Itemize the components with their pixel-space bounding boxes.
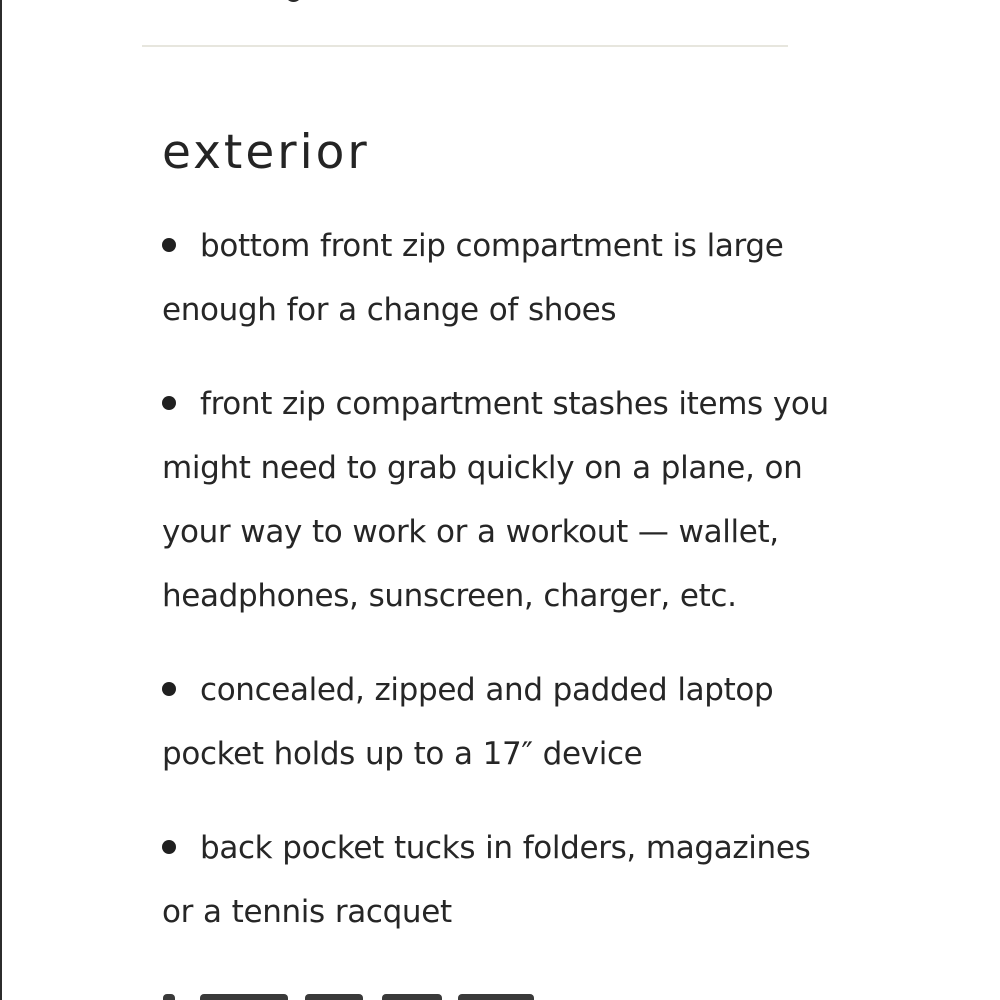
bullet-icon (162, 396, 176, 410)
feature-line (162, 658, 852, 722)
feature-line (162, 372, 852, 436)
bullet-icon (162, 840, 176, 854)
feature-line (162, 214, 852, 278)
exterior-feature-list (162, 214, 852, 974)
bullet-icon (162, 682, 176, 696)
exterior-heading: exterior (162, 125, 370, 180)
left-edge-line (0, 0, 2, 1000)
feature-line: headphones, sunscreen, charger, etc. (162, 578, 737, 614)
feature-text: back pocket tucks in folders, magazines (200, 830, 811, 866)
feature-line (162, 816, 852, 880)
feature-line: or a tennis racquet (162, 894, 452, 930)
clipped-bullet-icon (163, 994, 175, 1000)
clipped-text-fragment (305, 994, 363, 1000)
clipped-next-list-item (160, 994, 540, 1000)
feature-text: front zip compartment stashes items you (200, 386, 829, 422)
clipped-text-fragment (382, 994, 442, 1000)
clipped-text-fragment (200, 994, 288, 1000)
feature-line: enough for a change of shoes (162, 292, 617, 328)
feature-text: concealed, zipped and padded laptop (200, 672, 774, 708)
section-divider (142, 45, 788, 47)
list-item-bottom-front-zip (162, 214, 852, 342)
list-item-laptop-pocket (162, 658, 852, 786)
clipped-text-fragment (458, 994, 534, 1000)
list-item-front-zip (162, 372, 852, 628)
feature-line: might need to grab quickly on a plane, on (162, 450, 803, 486)
list-item-back-pocket (162, 816, 852, 944)
feature-line: pocket holds up to a 17″ device (162, 736, 643, 772)
clipped-heading-mark (285, 0, 302, 2)
feature-text: bottom front zip compartment is large (200, 228, 784, 264)
bullet-icon (162, 238, 176, 252)
feature-line: your way to work or a workout — wallet, (162, 514, 779, 550)
